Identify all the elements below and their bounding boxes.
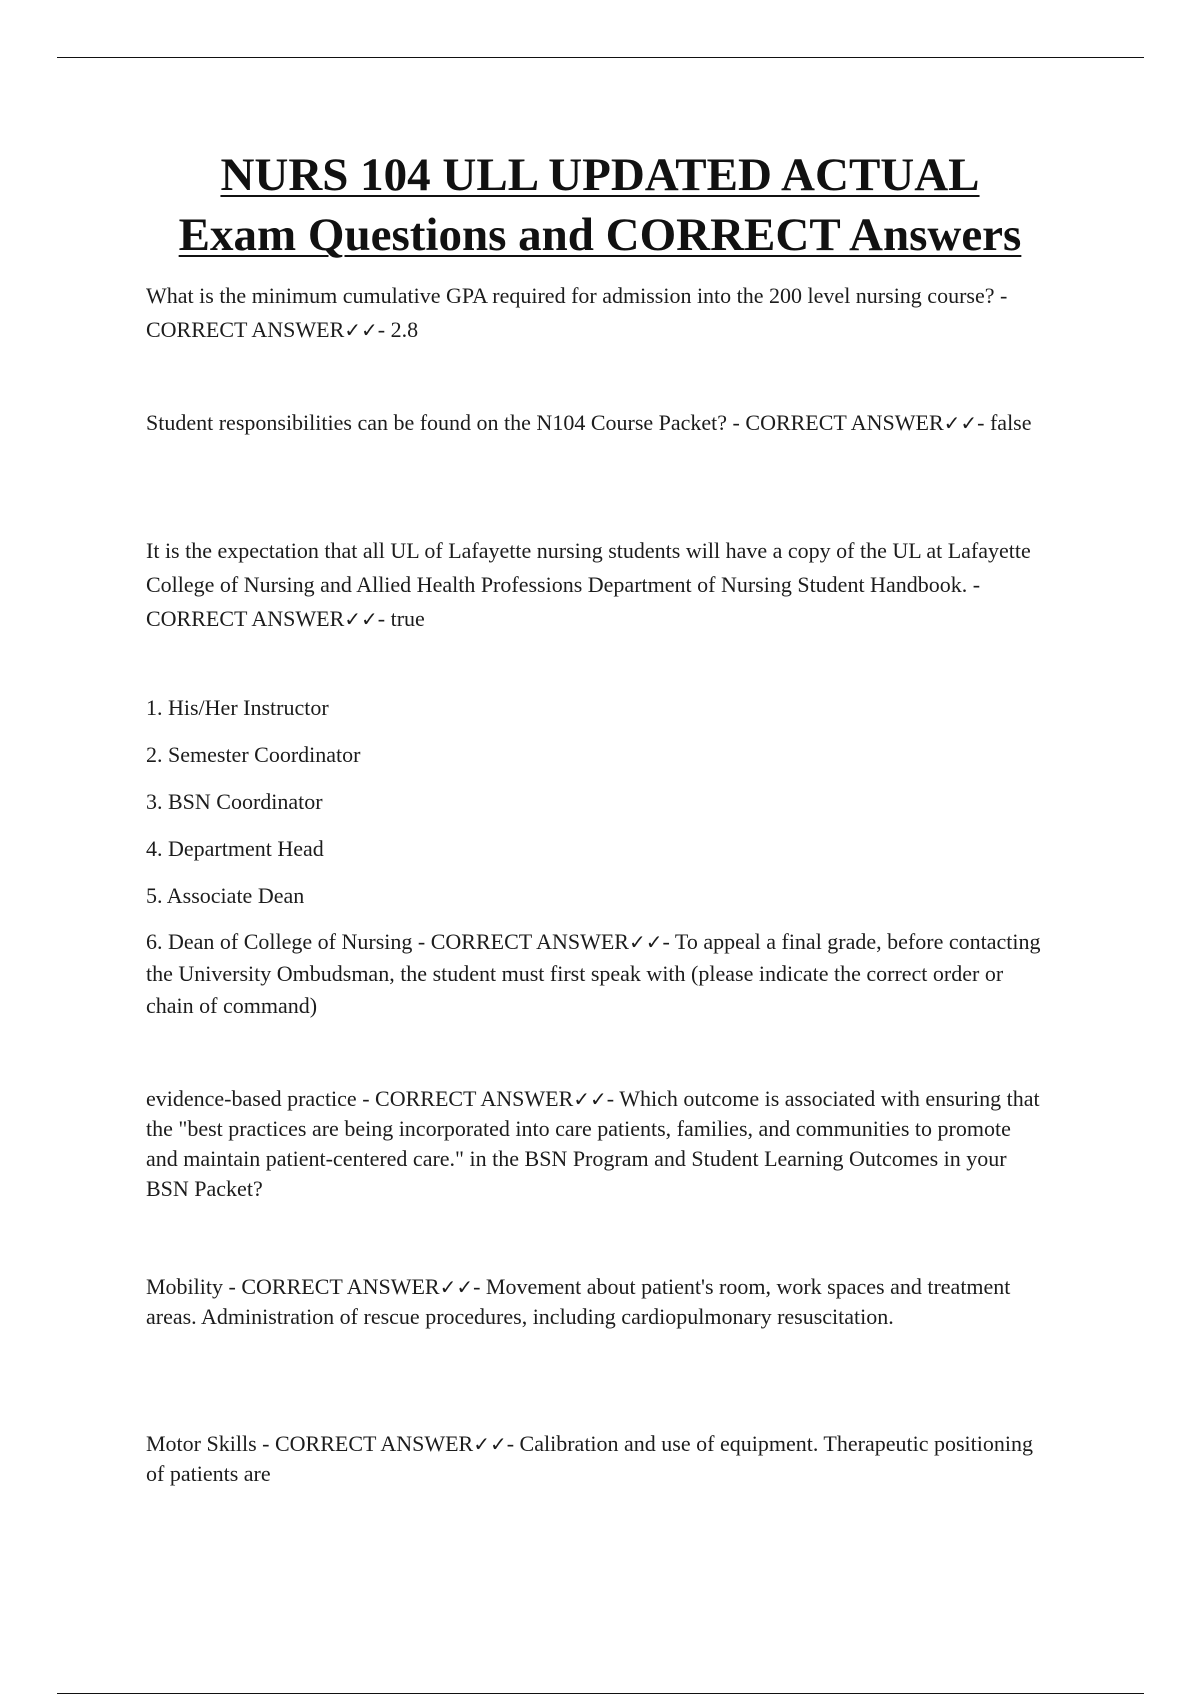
- check-icon: ✓✓: [473, 1432, 507, 1456]
- check-icon: ✓✓: [943, 411, 978, 435]
- check-icon: ✓✓: [628, 930, 663, 954]
- answer-marker: CORRECT ANSWER: [146, 317, 345, 342]
- answer-text: - false: [977, 410, 1032, 435]
- check-icon: ✓✓: [573, 1087, 607, 1111]
- question-text: It is the expectation that all UL of Lafayette nursing students will have a copy of the UL at Lafayette College of Nursing and Allied Health Professions Department of Nursing Student Handbook. -: [146, 538, 1031, 597]
- qa-item-2: [146, 406, 1046, 440]
- qa-item-5: [146, 1084, 1046, 1204]
- title-line-1: NURS 104 ULL UPDATED ACTUAL: [220, 149, 980, 201]
- question-text: Mobility -: [146, 1274, 242, 1299]
- question-text: evidence-based practice -: [146, 1086, 376, 1111]
- top-rule: [57, 57, 1144, 58]
- qa-item-4: [146, 926, 1046, 1022]
- answer-marker: CORRECT ANSWER: [274, 1431, 474, 1456]
- question-text: Motor Skills -: [146, 1431, 275, 1456]
- answer-marker: CORRECT ANSWER: [241, 1274, 440, 1299]
- document-title: [0, 145, 1200, 265]
- answer-text: - true: [377, 606, 425, 631]
- chain-list-item-1: 1. His/Her Instructor: [146, 695, 329, 720]
- question-text: What is the minimum cumulative GPA required for admission into the 200 level nursing course? -: [146, 283, 1008, 308]
- answer-marker: CORRECT ANSWER: [430, 929, 629, 954]
- answer-text: - 2.8: [377, 317, 419, 342]
- check-icon: ✓✓: [344, 318, 378, 342]
- chain-list-item-2: 2. Semester Coordinator: [146, 742, 361, 767]
- answer-text: - To appeal a final grade, before contacting the University Ombudsman, the student must first speak with (please indicate the correct order or chain of command): [146, 929, 1041, 1018]
- qa-item-6: [146, 1272, 1046, 1332]
- answer-marker: CORRECT ANSWER: [146, 606, 345, 631]
- answer-text: - Calibration and use of equipment. Therapeutic positioning of patients are: [146, 1431, 1033, 1486]
- check-icon: ✓✓: [344, 607, 378, 631]
- title-line-2: Exam Questions and CORRECT Answers: [178, 209, 1022, 261]
- question-text: Student responsibilities can be found on the N104 Course Packet? -: [146, 410, 746, 435]
- answer-text: - Movement about patient's room, work spaces and treatment areas. Administration of rescue procedures, including cardiopulmonary resuscitation.: [146, 1274, 1011, 1329]
- question-text: 6. Dean of College of Nursing -: [146, 929, 431, 954]
- chain-list-item-5: 5. Associate Dean: [146, 883, 305, 908]
- chain-list-item-4: 4. Department Head: [146, 836, 324, 861]
- answer-marker: CORRECT ANSWER: [745, 410, 944, 435]
- answer-text: - Which outcome is associated with ensuring that the "best practices are being incorporated into care patients, families, and communities to promote and maintain patient-centered care." in the BSN Program and Student Learning Outcomes in your BSN Packet?: [146, 1086, 1040, 1201]
- qa-item-3: [146, 534, 1046, 636]
- check-icon: ✓✓: [439, 1275, 474, 1299]
- qa-item-1: [146, 279, 1046, 347]
- answer-marker: CORRECT ANSWER: [375, 1086, 574, 1111]
- bottom-rule: [57, 1693, 1144, 1694]
- qa-item-7: [146, 1429, 1046, 1489]
- chain-list-item-3: 3. BSN Coordinator: [146, 789, 323, 814]
